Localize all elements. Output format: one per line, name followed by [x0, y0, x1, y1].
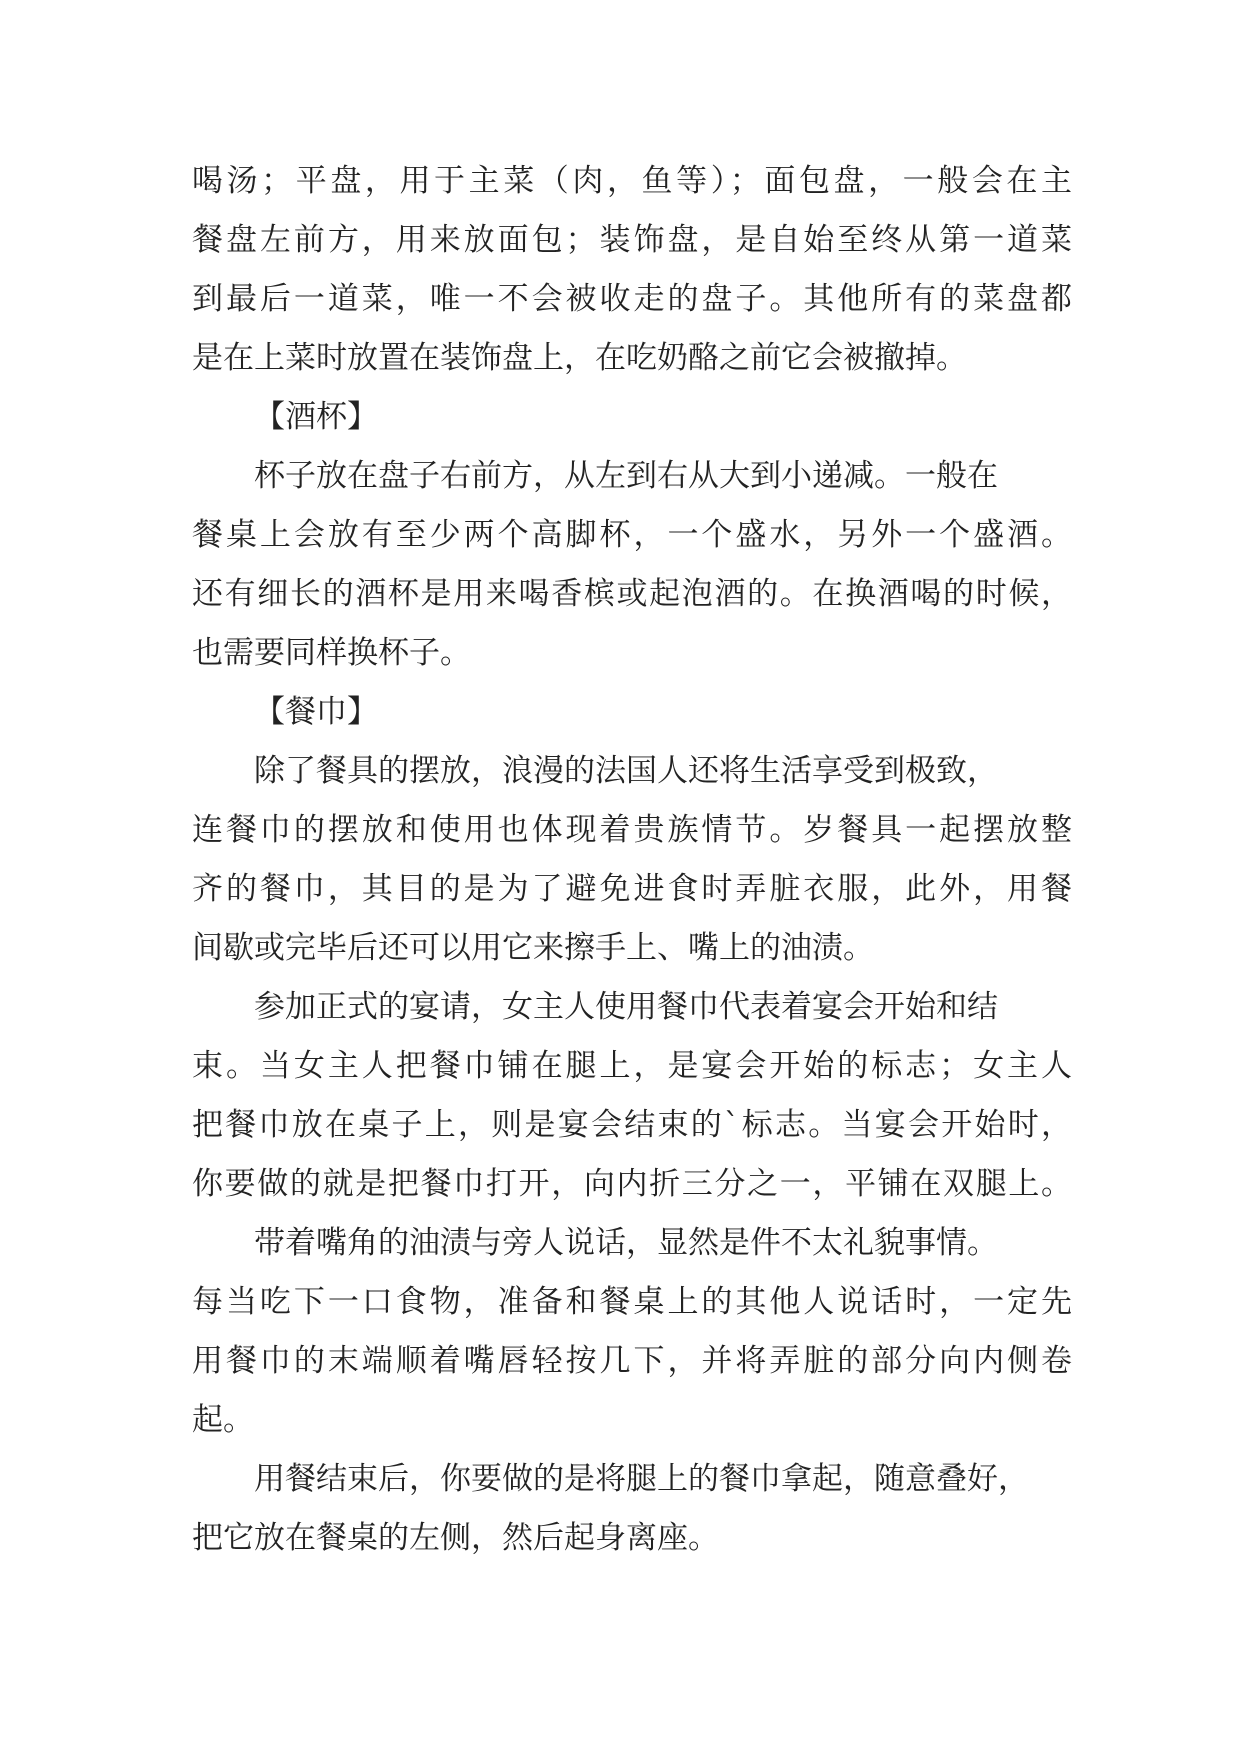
- paragraph-line: 餐桌上会放有至少两个高脚杯，一个盛水，另外一个盛酒。: [192, 517, 1072, 553]
- paragraph-line: 餐盘左前方，用来放面包；装饰盘，是自始至终从第一道菜: [192, 222, 1072, 258]
- paragraph-line: 每当吃下一口食物，准备和餐桌上的其他人说话时，一定先: [192, 1284, 1072, 1320]
- paragraph-line: 也需要同样换杯子。: [192, 635, 471, 671]
- paragraph-line: 用餐巾的末端顺着嘴唇轻按几下，并将弄脏的部分向内侧卷: [192, 1343, 1072, 1379]
- section-heading-napkin: 【餐巾】: [254, 694, 378, 730]
- paragraph-line: 除了餐具的摆放，浪漫的法国人还将生活享受到极致，: [254, 753, 998, 789]
- paragraph-line: 你要做的就是把餐巾打开，向内折三分之一，平铺在双腿上。: [192, 1166, 1072, 1202]
- paragraph-line: 连餐巾的摆放和使用也体现着贵族情节。岁餐具一起摆放整: [192, 812, 1072, 848]
- paragraph-line: 间歇或完毕后还可以用它来擦手上、嘴上的油渍。: [192, 930, 874, 966]
- paragraph-line: 起。: [192, 1402, 254, 1438]
- paragraph-line: 用餐结束后，你要做的是将腿上的餐巾拿起，随意叠好，: [254, 1461, 1029, 1497]
- paragraph-line: 还有细长的酒杯是用来喝香槟或起泡酒的。在换酒喝的时候，: [192, 576, 1072, 612]
- paragraph-line: 到最后一道菜，唯一不会被收走的盘子。其他所有的菜盘都: [192, 281, 1072, 317]
- paragraph-line: 把它放在餐桌的左侧，然后起身离座。: [192, 1520, 719, 1556]
- paragraph-line: 喝汤；平盘，用于主菜（肉，鱼等）；面包盘，一般会在主: [192, 163, 1072, 199]
- paragraph-line: 束。当女主人把餐巾铺在腿上，是宴会开始的标志；女主人: [192, 1048, 1072, 1084]
- paragraph-line: 是在上菜时放置在装饰盘上，在吃奶酪之前它会被撤掉。: [192, 340, 967, 376]
- section-heading-wine-glass: 【酒杯】: [254, 399, 378, 435]
- paragraph-line: 带着嘴角的油渍与旁人说话，显然是件不太礼貌事情。: [254, 1225, 998, 1261]
- paragraph-line: 参加正式的宴请，女主人使用餐巾代表着宴会开始和结: [254, 989, 998, 1025]
- paragraph-line: 把餐巾放在桌子上，则是宴会结束的`标志。当宴会开始时，: [192, 1107, 1072, 1143]
- paragraph-line: 杯子放在盘子右前方，从左到右从大到小递减。一般在: [254, 458, 998, 494]
- paragraph-line: 齐的餐巾，其目的是为了避免进食时弄脏衣服，此外，用餐: [192, 871, 1072, 907]
